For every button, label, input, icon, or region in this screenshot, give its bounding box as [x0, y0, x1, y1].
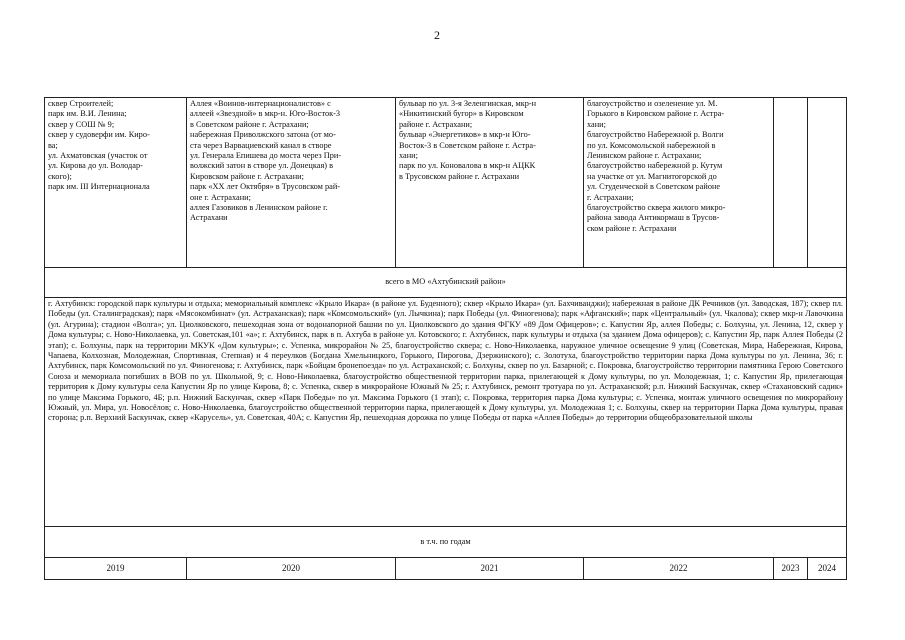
total-heading: всего в МО «Ахтубинский район» [45, 268, 847, 298]
territories-row [45, 98, 847, 268]
year-header-2021: 2021 [396, 558, 584, 580]
territories-cell-2020: Аллея «Воинов-интернационалистов» с аллеей «Звездной» в мкр-н. Юго-Восток-3 в Советском районе г. Астрахани; набережная Приволжского затона (от мо- ста через Варвациевский канал в створе ул. Генерала Епишева до моста через При- волжский затон в створе ул. Донецкая) в Кировском районе г. Астрахани; парк «XX лет Октября» в Трусовском рай- оне г. Астрахани; аллея Газовиков в Ленинском районе г. Астрахани [187, 98, 396, 268]
by-year-heading: в т.ч. по годам [45, 527, 847, 558]
year-header-2022: 2022 [584, 558, 774, 580]
years-row [45, 558, 847, 580]
year-header-2019: 2019 [45, 558, 187, 580]
program-table [44, 97, 847, 580]
page-number: 2 [434, 28, 440, 42]
total-territory-list: г. Ахтубинск: городской парк культуры и отдыха; мемориальный комплекс «Крыло Икара» (в районе ул. Буденного); сквер «Крыло Икара» (ул. Бахчиванджи); набережная в районе ДК Речников (ул. Заводская, 187); сквер пл. Победы (ул. Сталинградская); парк «Мясокомбинат» (ул. Астраханская); парк «Комсомольский» (ул. Лычкина); парк Победы (ул. Финогенова); парк «Афганский»; парк «Центральный» (ул. Чкалова); сквер мкр-н Лавочкина (ул. Агурина); стадион «Волга»; ул. Циолковского, пешеходная зона от водонапорной башни по ул. Циолковского до здания ФГКУ «89 Дом Офицеров»; с. Капустин Яр, аллея Победы; с. Болхуны, ул. Ленина, 12, сквер у Дома культуры; с. Ново-Николаевка, ул. Советская,101 «а»; г. Ахтубинск, парк в п. Ахтуба в районе ул. Котовского; г. Ахтубинск, парк культуры и отдыха (за зданием Дома офицеров); с. Капустин Яр, парк Аллея Победы (2 этап); с. Болхуны, парк на территории МКУК «Дом культуры»; с. Успенка, микрорайон № 25, благоустройство сквера; с. Ново-Николаевка, наружное уличное освещение 9 улиц (Советская, Мира, Набережная, Кирова, Чапаева, Колхозная, Молодежная, Спортивная, Степная) и 4 переулков (Богдана Хмельницкого, Горького, Пирогова, Дзержинского); с. Золотуха, благоустройство территории парка Дома культуры по ул. Ленина, 36; г. Ахтубинск, парк Комсомольский по ул. Финогенова; г. Ахтубинск, парк «Бойцам бронепоезда» по ул. Астраханской; с. Болхуны, сквер по ул. Базарной; с. Покровка, благоустройство территории памятника Герою Советского Союза и мемориала погибших в ВОВ по ул. Школьной, 9; с. Ново-Николаевка, благоустройство общественной территории парка, прилегающей к Дому культуры, по ул. Молодежная, 1; с. Капустин Яр, прилегающая территория к Дому культуры села Капустин Яр по улице Кирова, 8; с. Успенка, сквер в микрорайоне Южный № 25; г. Ахтубинск, ремонт тротуара по ул. Астраханской; р.п. Нижний Баскунчак, сквер «Стахановский садик» по улице Максима Горького, 4Б; р.п. Нижний Баскунчак, сквер «Парк Победы» по ул. Максима Горького (1 этап); с. Покровка, территория парка Дома культуры; с. Успенка, монтаж уличного освещения по микрорайону Южный, ул. Мира, ул. Новосёлов; с. Ново-Николаевка, благоустройство общественной территории парка, прилегающей к Дому культуры, ул. Молодежная 1; с. Болхуны, сквер на территории Парка Дома культуры, правая сторона; р.п. Верхний Баскунчак, сквер «Карусель», ул. Советская, 40А; с. Капустин Яр, пешеходная дорожка по улице Победы от парка «Аллея Победы» до территории общеобразовательной школы [45, 298, 847, 527]
total-list-row [45, 298, 847, 527]
year-header-2024: 2024 [808, 558, 847, 580]
territories-cell-2023 [774, 98, 808, 268]
year-header-2020: 2020 [187, 558, 396, 580]
territories-cell-2022: благоустройство и озеленение ул. М. Горького в Кировском районе г. Астра- хани; благоустройство Набережной р. Волги по ул. Комсомольской набережной в Ленинском районе г. Астрахани; благоустройство набережной р. Кутум на участке от ул. Магнитогорской до ул. Студенческой в Советском районе г. Астрахани; благоустройство сквера жилого микро- района завода Антикормаш в Трусов- ском районе г. Астрахани [584, 98, 774, 268]
year-header-2023: 2023 [774, 558, 808, 580]
territories-cell-2019: сквер Строителей; парк им. В.И. Ленина; сквер у СОШ № 9; сквер у судоверфи им. Киро- ва; ул. Ахматовская (участок от ул. Кирова до ул. Володар- ского); парк им. III Интернационала [45, 98, 187, 268]
by-year-heading-row [45, 527, 847, 558]
territories-cell-2021: бульвар по ул. 3-я Зеленгинская, мкр-н «Никитинский бугор» в Кировском районе г. Астрахани; бульвар «Энергетиков» в мкр-н Юго- Восток-3 в Советском районе г. Астра- хани; парк по ул. Коновалова в мкр-н АЦКК в Трусовском районе г. Астрахани [396, 98, 584, 268]
territories-cell-2024 [808, 98, 847, 268]
total-heading-row [45, 268, 847, 298]
